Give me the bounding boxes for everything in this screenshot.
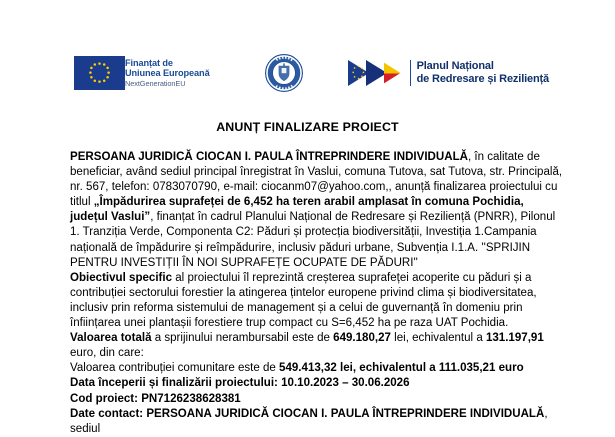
contact-paragraph-run-1: , sediul — [70, 407, 548, 435]
beneficiary-paragraph-run-0: PERSOANA JURIDICĂ CIOCAN I. PAULA ÎNTREPRINDERE INDIVIDUALĂ — [70, 151, 468, 163]
total-value-paragraph-run-2: 649.180,27 — [333, 332, 391, 345]
european-union-funding-logo — [74, 56, 210, 90]
eu-logo-text — [125, 58, 210, 88]
contact-paragraph — [70, 407, 564, 437]
beneficiary-paragraph-run-1: , în calitate de beneficiar, având sediul principal înregistrat în Vaslui, comuna Tutova, sat Tutova, str. Principală, nr. 567, telefon: 0783070790, e-mail: ciocanm07@yahoo.com,, anunță finalizarea proiectului cu titlul — [70, 151, 563, 209]
pnrr-logo-line1: Planul Național — [416, 60, 494, 73]
planul-national-de-redresare-si-rezilienta-logo — [347, 56, 549, 90]
guvernul-romaniei-seal — [264, 53, 304, 93]
total-value-paragraph — [70, 331, 564, 361]
eu-logo-line2: Uniunea Europeană — [125, 68, 210, 79]
page-title: ANUNȚ FINALIZARE PROIECT — [216, 120, 399, 134]
project-dates-paragraph — [70, 376, 564, 391]
objective-paragraph-run-1: al proiectului îl reprezintă creșterea suprafeței acoperite cu păduri și a contribuției sectorului forestier la atingerea țintelor europene privind clima și biodiversitatea, inclusiv prin reforma sistemului de management și a celui de guvernanță în domeniu prin înființarea unei plantașii forestiere trup compact cu S=6,452 ha pe raza UAT Pochidia. — [70, 271, 537, 330]
project-code-paragraph — [70, 392, 564, 407]
total-value-paragraph-run-3: lei, echivalentul a — [390, 332, 486, 345]
pnrr-logo-line2: de Redresare și Reziliență — [416, 73, 550, 85]
total-value-paragraph-run-0: Valoarea totală — [70, 332, 152, 345]
total-value-paragraph-run-1: a sprijinului nerambursabil este de — [151, 332, 334, 345]
community-contribution-paragraph-run-0: Valoarea contribuției comunitare este de — [70, 362, 280, 375]
contact-paragraph-run-0: Date contact: PERSOANA JURIDICĂ CIOCAN I. PAULA ÎNTREPRINDERE INDIVIDUALĂ — [70, 407, 545, 420]
project-dates-paragraph-run-0: Data începerii și finalizării proiectului: 10.10.2023 – 30.06.2026 — [70, 377, 410, 390]
eu-logo-line3: NextGenerationEU — [125, 78, 186, 88]
community-contribution-paragraph-run-1: 549.413,32 lei, echivalentul a 111.035,21 euro — [279, 362, 524, 375]
eu-logo-line1: Finanțat de — [125, 57, 173, 68]
beneficiary-paragraph-run-2: „Împădurirea suprafeței de 6,452 ha teren arabil amplasat în comuna Pochidia, județul Vaslui” — [70, 196, 524, 224]
pnrr-logo-text — [410, 60, 549, 86]
beneficiary-paragraph — [70, 150, 564, 271]
beneficiary-paragraph-run-3: , finanțat în cadrul Planului Național de Redresare și Reziliență (PNRR), Pilonul 1. Tranziția Verde, Componenta C2: Păduri și protecția biodiversității, Investiția 1.Campania națională de împădurire și reîmpădurire, inclusiv păduri urbane, Subvenția I.1.A. ''SPRIJIN PENTRU INVESTIȚII ÎN NOI SUPRAFEȚE OCUPATE DE PĂDURI'' — [70, 211, 556, 269]
logo-bar — [0, 47, 615, 99]
total-value-paragraph-run-4: 131.197,91 — [485, 332, 544, 345]
objective-paragraph-run-0: Obiectivul specific — [70, 271, 173, 284]
pnrr-chevron-icon — [347, 56, 405, 90]
document-body — [70, 150, 564, 437]
total-value-paragraph-run-5: euro, din care: — [70, 347, 144, 360]
project-code-paragraph-run-0: Cod proiect: PN7126238628381 — [70, 392, 241, 405]
community-contribution-paragraph — [70, 361, 564, 376]
government-seal-icon — [264, 53, 304, 93]
objective-paragraph — [70, 271, 564, 331]
eu-flag-icon — [74, 56, 125, 90]
